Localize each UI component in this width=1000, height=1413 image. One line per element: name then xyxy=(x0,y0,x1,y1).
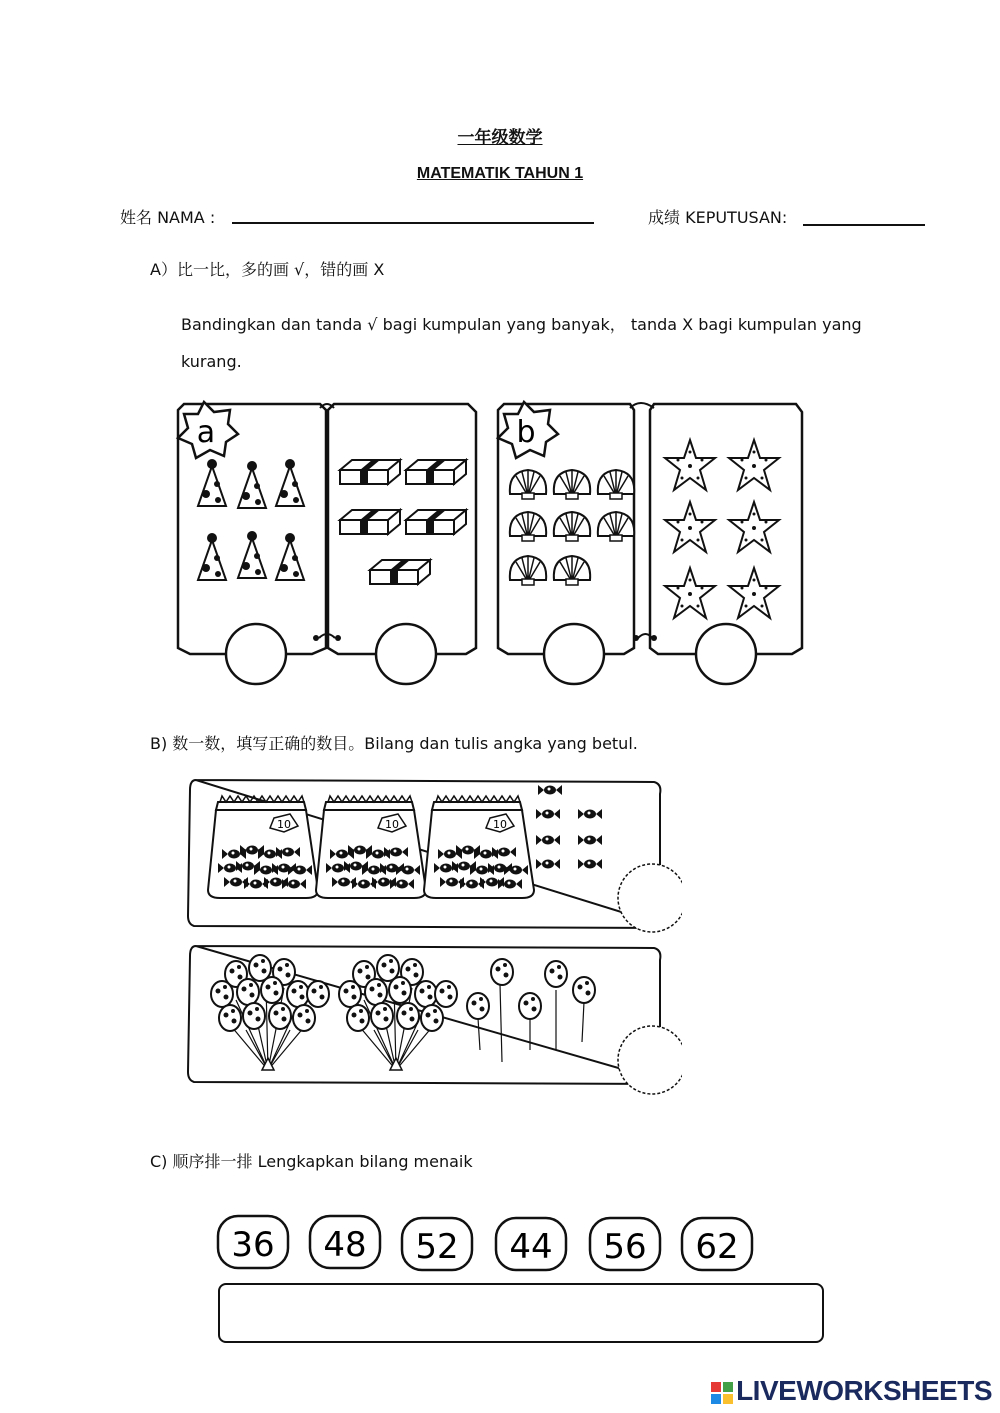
liveworksheets-logo xyxy=(711,1375,992,1407)
section-a-instruction-line1: Bandingkan dan tanda √ bagi kumpulan yang banyak， tanda X bagi kumpulan yang xyxy=(181,315,862,334)
name-label: 姓名 NAMA : xyxy=(120,208,216,227)
result-field[interactable] xyxy=(803,224,925,226)
number-cloud-5 xyxy=(590,1218,660,1270)
brand-text: LIVEWORKSHEETS xyxy=(736,1375,992,1406)
train-a-badge: a xyxy=(196,415,216,450)
number-cloud-1 xyxy=(218,1216,288,1268)
number-1: 36 xyxy=(231,1225,275,1265)
section-c-heading: C) 顺序排一排 Lengkapkan bilang menaik xyxy=(150,1152,473,1171)
number-4: 44 xyxy=(509,1227,553,1267)
number-cloud-6 xyxy=(682,1218,752,1270)
number-cloud-2 xyxy=(310,1216,380,1268)
liveworksheets-mark-icon xyxy=(711,1379,733,1401)
section-b-heading: B) 数一数，填写正确的数目。Bilang dan tulis angka yang betul. xyxy=(150,734,638,753)
order-answer-box[interactable] xyxy=(218,1283,824,1343)
section-a-trains xyxy=(170,398,810,688)
section-c-number-row xyxy=(214,1210,758,1280)
candy-answer-circle[interactable] xyxy=(618,864,682,932)
page-title-chinese: 一年级数学 xyxy=(457,128,543,148)
train-b-answer-circle-2[interactable] xyxy=(696,624,756,684)
section-a-heading: A）比一比，多的画 √，错的画 X xyxy=(150,260,385,279)
name-field[interactable] xyxy=(232,222,594,224)
result-label: 成绩 KEPUTUSAN: xyxy=(648,208,788,227)
balloon-answer-circle[interactable] xyxy=(618,1026,682,1094)
number-2: 48 xyxy=(323,1225,367,1265)
train-b-badge: b xyxy=(516,415,536,450)
number-cloud-4 xyxy=(496,1218,566,1270)
number-cloud-3 xyxy=(402,1218,472,1270)
number-6: 62 xyxy=(695,1227,739,1267)
train-a-answer-circle-2[interactable] xyxy=(376,624,436,684)
train-b-answer-circle-1[interactable] xyxy=(544,624,604,684)
section-b-counting xyxy=(182,774,682,1104)
page-title-malay: MATEMATIK TAHUN 1 xyxy=(416,165,584,182)
number-3: 52 xyxy=(415,1227,459,1267)
section-a-instruction-line2: kurang. xyxy=(181,352,242,371)
number-5: 56 xyxy=(603,1227,647,1267)
train-a-answer-circle-1[interactable] xyxy=(226,624,286,684)
